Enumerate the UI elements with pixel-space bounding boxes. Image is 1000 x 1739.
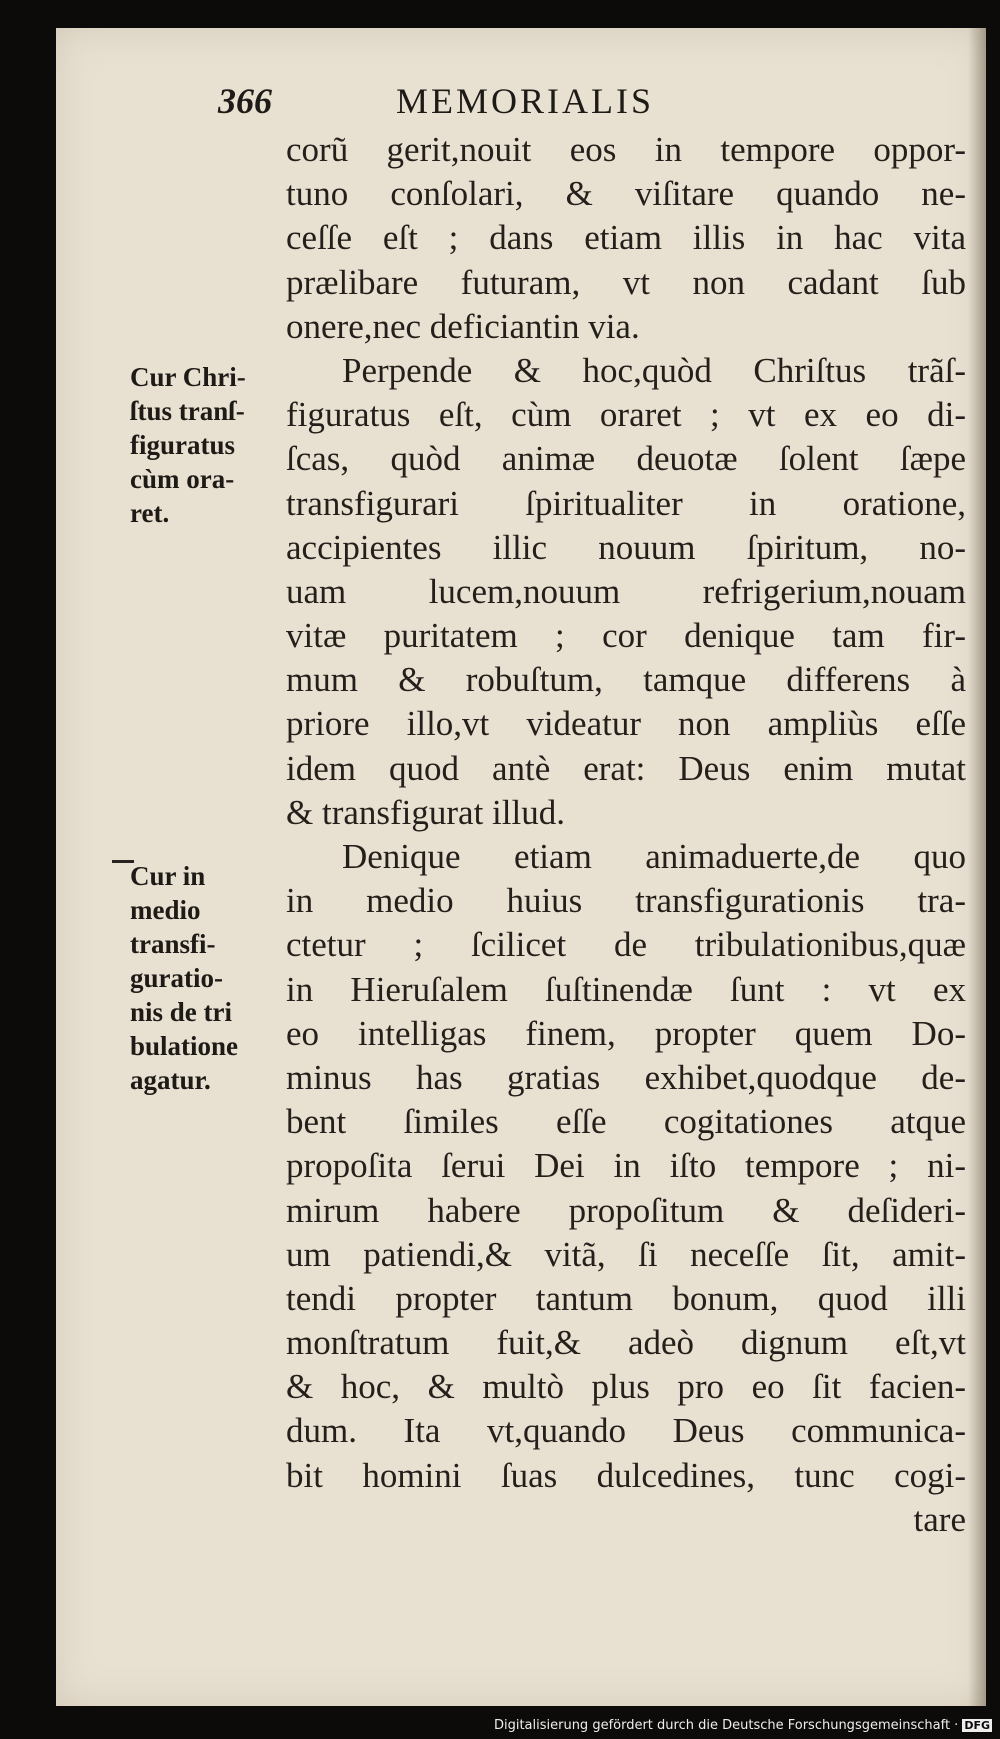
margin-note (130, 360, 280, 530)
book-page (56, 28, 986, 1706)
text-line: mirum habere propoſitum & deſideri- (286, 1190, 966, 1230)
text-line: in medio huius transfigurationis tra- (286, 881, 966, 921)
text-line: idem quod antè erat: Deus enim mutat (286, 748, 966, 788)
text-line: vitæ puritatem ; cor denique tam fir- (286, 616, 966, 656)
text-line: minus has gratias exhibet,quodque de- (286, 1057, 966, 1097)
text-line: dum. Ita vt,quando Deus communica- (286, 1411, 966, 1451)
margin-note-line: ſtus tranſ- (130, 396, 245, 426)
margin-note-line: cùm ora- (130, 464, 235, 494)
margin-note (130, 859, 280, 1097)
text-line: priore illo,vt videatur non ampliùs eſſe (286, 704, 966, 744)
text-line: figuratus eſt, cùm oraret ; vt ex eo di- (286, 395, 966, 435)
text-line: tare (913, 1499, 966, 1539)
text-line: uam lucem,nouum refrigerium,nouam (286, 571, 966, 611)
page-edge-shadow (968, 28, 986, 1706)
text-line: ctetur ; ſcilicet de tribulationibus,quæ (286, 925, 966, 965)
credit-text: Digitalisierung gefördert durch die Deutsche Forschungsgemeinschaft · (493, 1718, 959, 1733)
margin-note-line: transfi- (130, 929, 216, 959)
text-line: ſcas, quòd animæ deuotæ ſolent ſæpe (286, 439, 966, 479)
text-line: mum & robuſtum, tamque differens à (286, 660, 966, 700)
margin-note-line: Cur Chri- (130, 362, 246, 392)
margin-note-line: medio (130, 895, 201, 925)
body-text (286, 128, 966, 1542)
text-line: Denique etiam animaduerte,de quo (342, 837, 966, 876)
margin-note-line: nis de tri (130, 997, 233, 1027)
text-line: & transfigurat illud. (286, 792, 565, 832)
text-line: & hoc, & multò plus pro eo ſit facien- (286, 1367, 966, 1407)
page-number: 366 (218, 81, 272, 121)
text-line: eo intelligas finem, propter quem Do- (286, 1013, 966, 1053)
dfg-logo: DFG (964, 1719, 990, 1732)
text-line: tendi propter tantum bonum, quod illi (286, 1278, 966, 1318)
margin-note-line: Cur in (130, 861, 206, 891)
text-line: ceſſe eſt ; dans etiam illis in hac vita (286, 218, 966, 258)
text-line: um patiendi,& vitã, ſi neceſſe ſit, amit- (286, 1234, 966, 1274)
margin-note-line: ret. (130, 498, 170, 528)
text-line: bit homini ſuas dulcedines, tunc cogi- (286, 1455, 966, 1495)
text-line: tuno conſolari, & viſitare quando ne- (286, 174, 966, 214)
digitization-credit (0, 1718, 992, 1736)
margin-note-line: guratio- (130, 963, 223, 993)
text-line: transfigurari ſpiritualiter in oratione, (286, 483, 966, 523)
text-line: corũ gerit,nouit eos in tempore oppor- (286, 130, 966, 169)
text-line: bent ſimiles eſſe cogitationes atque (286, 1102, 966, 1142)
margin-note-line: figuratus (130, 430, 236, 460)
running-title: MEMORIALIS (396, 81, 655, 121)
page-header (216, 78, 836, 128)
text-line: monſtratum fuit,& adeò dignum eſt,vt (286, 1323, 966, 1363)
margin-note-line: agatur. (130, 1065, 211, 1095)
margin-note-line: bulatione (130, 1031, 239, 1061)
text-line: onere,nec deficiantin via. (286, 306, 640, 346)
text-line: in Hieruſalem ſuſtinendæ ſunt : vt ex (286, 969, 966, 1009)
text-line: Perpende & hoc,quòd Chriſtus trãſ- (342, 350, 966, 390)
text-line: prælibare futuram, vt non cadant ſub (286, 262, 966, 302)
text-line: accipientes illic nouum ſpiritum, no- (286, 527, 966, 567)
text-line: propoſita ſerui Dei in iſto tempore ; ni- (286, 1146, 966, 1186)
